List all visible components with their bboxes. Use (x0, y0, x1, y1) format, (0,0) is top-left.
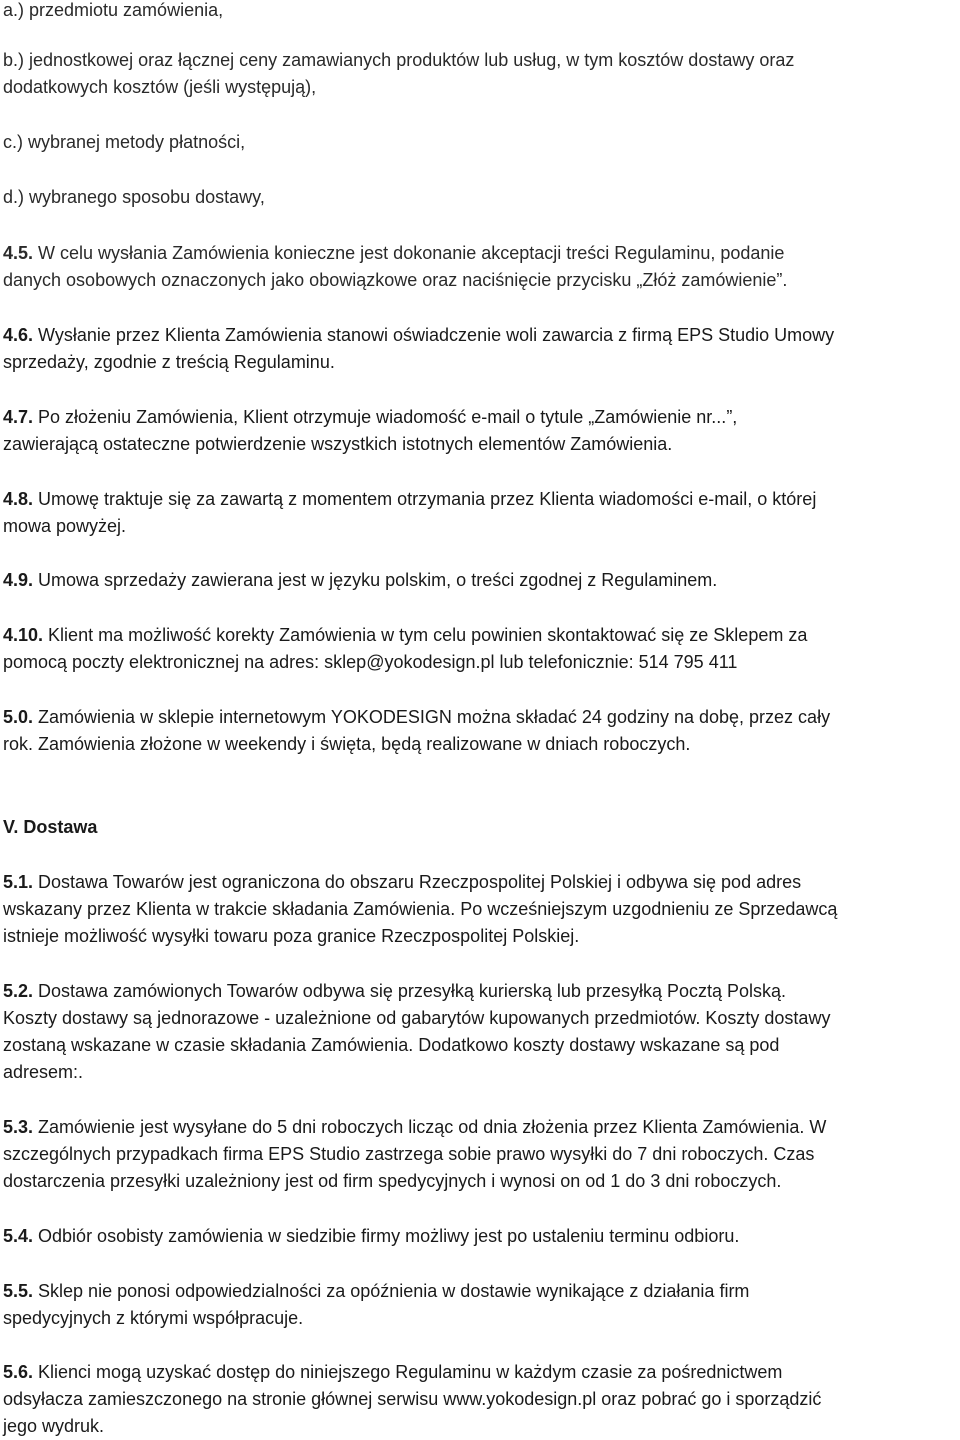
clause-number: 4.6. (3, 325, 34, 345)
clause-5-1 (3, 869, 958, 950)
clause-text: Wysłanie przez Klienta Zamówienia stanowi oświadczenie woli zawarcia z firmą EPS Studio Umowy (33, 325, 835, 345)
clause-number: 5.0. (3, 707, 34, 727)
clause-text: mowa powyżej. (3, 516, 127, 536)
clause-text: odsyłacza zamieszczonego na stronie głównej serwisu www.yokodesign.pl oraz pobrać go i sporządzić (3, 1389, 822, 1409)
list-item-c-text: c.) wybranej metody płatności, (3, 132, 246, 152)
clause-text: pomocą poczty elektronicznej na adres: sklep@yokodesign.pl lub telefonicznie: 514 795 411 (3, 652, 738, 672)
clause-text: Umowa sprzedaży zawierana jest w języku polskim, o treści zgodnej z Regulaminem. (33, 570, 718, 590)
list-item-b-line2: dodatkowych kosztów (jeśli występują), (3, 77, 317, 97)
clause-4-5 (3, 240, 958, 294)
clause-number: 5.1. (3, 872, 34, 892)
clause-5-0 (3, 704, 958, 758)
list-item-a-text: a.) przedmiotu zamówienia, (3, 0, 224, 20)
clause-text: szczególnych przypadkach firma EPS Studio zastrzega sobie prawo wysyłki do 7 dni roboczych. Czas (3, 1144, 815, 1164)
clause-number: 5.5. (3, 1281, 34, 1301)
clause-number: 4.10. (3, 625, 44, 645)
clause-text: Dostawa Towarów jest ograniczona do obszaru Rzeczpospolitej Polskiej i odbywa się pod adres (33, 872, 802, 892)
clause-text: spedycyjnych z którymi współpracuje. (3, 1308, 304, 1328)
clause-text: rok. Zamówienia złożone w weekendy i święta, będą realizowane w dniach roboczych. (3, 734, 691, 754)
clause-text: zawierającą ostateczne potwierdzenie wszystkich istotnych elementów Zamówienia. (3, 434, 673, 454)
list-item-b-line1: b.) jednostkowej oraz łącznej ceny zamawianych produktów lub usług, w tym kosztów dostawy oraz (3, 50, 795, 70)
list-item-d-text: d.) wybranego sposobu dostawy, (3, 187, 265, 207)
clause-text: sprzedaży, zgodnie z treścią Regulaminu. (3, 352, 335, 372)
clause-text: istnieje możliwość wysyłki towaru poza granice Rzeczpospolitej Polskiej. (3, 926, 580, 946)
clause-number: 4.9. (3, 570, 34, 590)
clause-text: Klient ma możliwość korekty Zamówienia w tym celu powinien skontaktować się ze Sklepem za (43, 625, 808, 645)
clause-5-4 (3, 1223, 958, 1250)
clause-4-6 (3, 322, 958, 376)
section-heading-dostawa: V. Dostawa (3, 817, 98, 837)
clause-text: Po złożeniu Zamówienia, Klient otrzymuje wiadomość e-mail o tytule „Zamówienie nr...”, (33, 407, 738, 427)
clause-5-2 (3, 978, 958, 1086)
clause-text: zostaną wskazane w czasie składania Zamówienia. Dodatkowo koszty dostawy wskazane są pod (3, 1035, 780, 1055)
clause-text: W celu wysłania Zamówienia konieczne jest dokonanie akceptacji treści Regulaminu, podanie (33, 243, 785, 263)
clause-text: adresem:. (3, 1062, 84, 1082)
clause-text: Zamówienie jest wysyłane do 5 dni roboczych licząc od dnia złożenia przez Klienta Zamówienia. W (33, 1117, 827, 1137)
clause-text: Sklep nie ponosi odpowiedzialności za opóźnienia w dostawie wynikające z działania firm (33, 1281, 750, 1301)
clause-4-7 (3, 404, 958, 458)
clause-number: 4.7. (3, 407, 34, 427)
list-item-d (3, 184, 958, 211)
clause-text: Zamówienia w sklepie internetowym YOKODESIGN można składać 24 godziny na dobę, przez cały (33, 707, 831, 727)
clause-text: Umowę traktuje się za zawartą z momentem otrzymania przez Klienta wiadomości e-mail, o której (33, 489, 817, 509)
clause-4-8 (3, 486, 958, 540)
clause-text: wskazany przez Klienta w trakcie składania Zamówienia. Po wcześniejszym uzgodnieniu ze Sprzedawcą (3, 899, 838, 919)
clause-text: Klienci mogą uzyskać dostęp do niniejszego Regulaminu w każdym czasie za pośrednictwem (33, 1362, 783, 1382)
clause-number: 5.2. (3, 981, 34, 1001)
list-item-a (3, 0, 958, 24)
clause-text: Odbiór osobisty zamówienia w siedzibie firmy możliwy jest po ustaleniu terminu odbioru. (33, 1226, 740, 1246)
clause-number: 4.8. (3, 489, 34, 509)
clause-5-6 (3, 1359, 958, 1440)
clause-text: Dostawa zamówionych Towarów odbywa się przesyłką kurierską lub przesyłką Pocztą Polską. (33, 981, 787, 1001)
clause-number: 5.3. (3, 1117, 34, 1137)
list-item-b (3, 47, 958, 101)
clause-5-5 (3, 1278, 958, 1332)
clause-4-10 (3, 622, 958, 676)
list-item-c (3, 129, 958, 156)
clause-text: danych osobowych oznaczonych jako obowiązkowe oraz naciśnięcie przycisku „Złóż zamówienie”. (3, 270, 788, 290)
clause-4-9 (3, 567, 958, 594)
clause-5-3 (3, 1114, 958, 1195)
clause-number: 4.5. (3, 243, 34, 263)
clause-text: dostarczenia przesyłki uzależniony jest od firm spedycyjnych i wynosi on od 1 do 3 dni roboczych. (3, 1171, 782, 1191)
clause-number: 5.6. (3, 1362, 34, 1382)
clause-text: Koszty dostawy są jednorazowe - uzależnione od gabarytów kupowanych przedmiotów. Koszty dostawy (3, 1008, 831, 1028)
clause-text: jego wydruk. (3, 1416, 105, 1436)
clause-number: 5.4. (3, 1226, 34, 1246)
